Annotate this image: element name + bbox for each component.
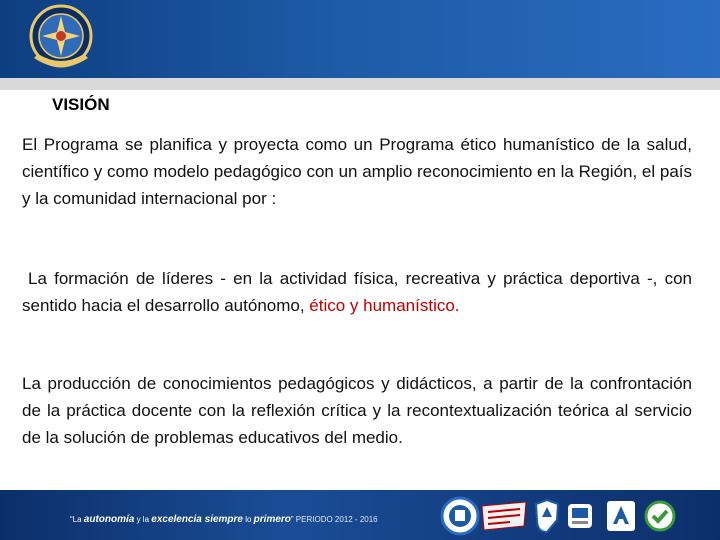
institution-seal-icon	[440, 496, 480, 536]
check-approval-icon	[644, 500, 676, 532]
slogan-autonomy: autonomía	[83, 514, 135, 525]
knowledge-paragraph: La producción de conocimientos pedagógicos y didácticos, a partir de la confrontación de la práctica docente con la reflexión crítica y la recontextualización teórica al servicio de la solución de problemas educativos del medio.	[22, 374, 692, 447]
slogan-excellence: excelencia siempre	[151, 514, 243, 525]
slogan-close: ”	[290, 515, 296, 524]
period-label: PERIODO 2012 - 2016	[295, 515, 378, 524]
header-divider	[0, 78, 720, 90]
slogan-connector-2: lo	[243, 515, 254, 524]
shield-emblem-icon	[534, 498, 560, 534]
accreditation-a-icon	[606, 500, 636, 532]
slogan-first: primero	[253, 514, 291, 525]
ethic-highlight: ético y humanístico.	[309, 296, 460, 315]
slogan-connector-1: y la	[134, 515, 152, 524]
quality-certification-icon	[566, 502, 594, 530]
slogan-open: “La	[70, 515, 84, 524]
footer-slogan	[70, 514, 378, 525]
vision-heading: VISIÓN	[52, 95, 110, 114]
vision-paragraph: El Programa se planifica y proyecta como un Programa ético humanístico de la salud, científico y como modelo pedagógico con un amplio reconocimiento en la Región, el país y la comunidad internacional por :	[22, 135, 693, 208]
accreditation-ribbon-badge	[480, 500, 528, 532]
header-band	[0, 0, 720, 78]
leadership-paragraph	[22, 265, 692, 319]
university-seal-logo	[20, 2, 102, 76]
leadership-text: La formación de líderes - en la actividad física, recreativa y práctica deportiva -, con sentido hacia el desarrollo autónomo,	[22, 269, 692, 315]
